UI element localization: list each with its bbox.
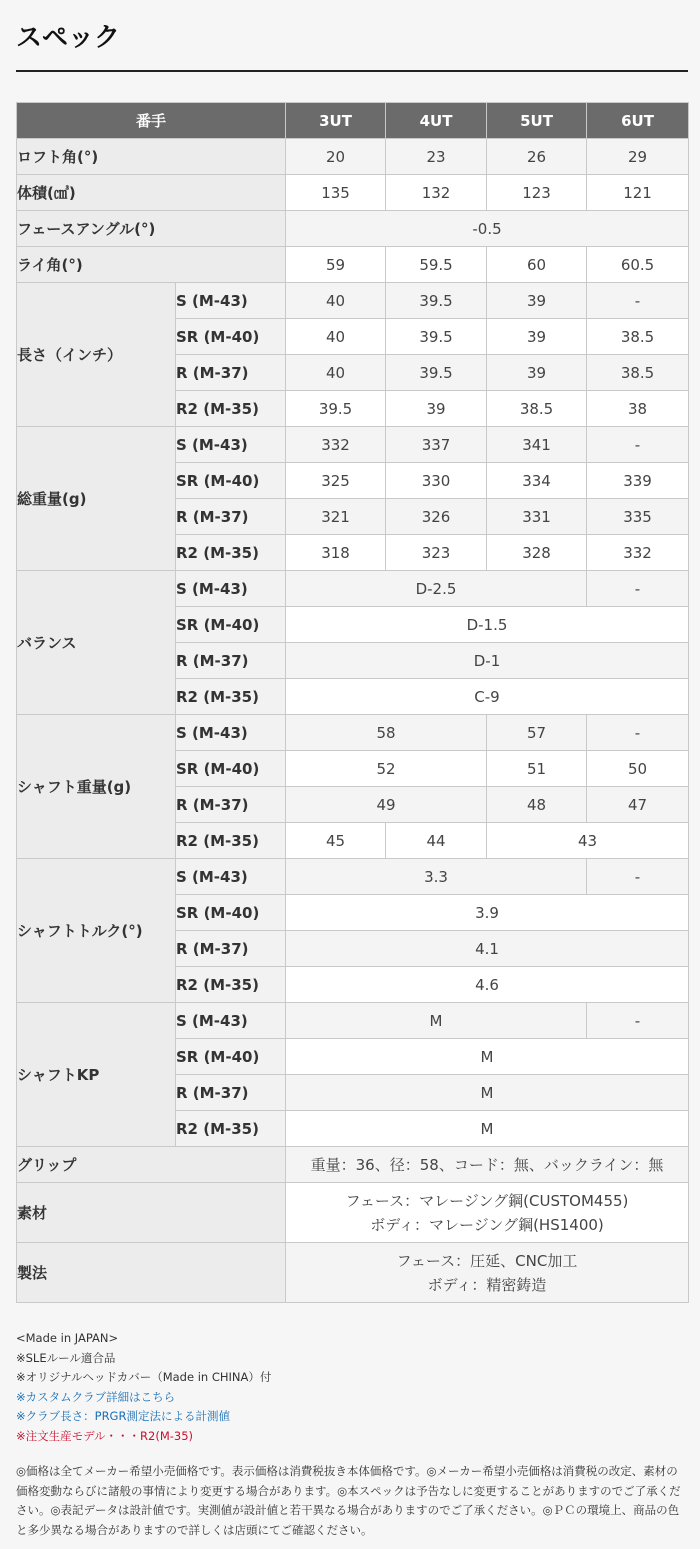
flex-label: S (M-43) (176, 571, 286, 607)
table-cell: 321 (286, 499, 386, 535)
note-sle: ※SLEルール適合品 (16, 1350, 116, 1365)
shaft-kp-label: シャフトKP (17, 1003, 176, 1147)
lie-label: ライ角(°) (17, 247, 286, 283)
flex-label: SR (M-40) (176, 607, 286, 643)
flex-label: SR (M-40) (176, 1039, 286, 1075)
flex-label: R2 (M-35) (176, 679, 286, 715)
table-cell: 39.5 (386, 319, 487, 355)
flex-label: S (M-43) (176, 283, 286, 319)
table-cell: 38 (587, 391, 689, 427)
table-cell: 325 (286, 463, 386, 499)
table-cell: 40 (286, 355, 386, 391)
table-cell: 43 (487, 823, 689, 859)
table-cell: 58 (286, 715, 487, 751)
table-cell: 318 (286, 535, 386, 571)
table-cell: 39.5 (386, 283, 487, 319)
note-made-in: <Made in JAPAN> (16, 1331, 119, 1345)
table-cell: 330 (386, 463, 487, 499)
header-club-number: 番手 (17, 103, 286, 139)
table-cell: 60.5 (587, 247, 689, 283)
flex-label: R (M-37) (176, 1075, 286, 1111)
manufacturing-body: ボディ：精密鋳造 (427, 1275, 547, 1294)
shaft-torque-label: シャフトトルク(°) (17, 859, 176, 1003)
table-cell: 326 (386, 499, 487, 535)
table-cell: 341 (487, 427, 587, 463)
table-row (17, 571, 689, 607)
manufacturing-face: フェース：圧延、CNC加工 (396, 1251, 578, 1270)
table-row (17, 427, 689, 463)
note-order-model: ※注文生産モデル・・・R2(M-35) (16, 1428, 194, 1443)
table-cell: D-1 (286, 643, 689, 679)
table-row (17, 1183, 689, 1243)
table-cell: 60 (487, 247, 587, 283)
flex-label: R (M-37) (176, 355, 286, 391)
table-cell: 39 (386, 391, 487, 427)
table-row (17, 139, 689, 175)
table-cell: 132 (386, 175, 487, 211)
flex-label: R (M-37) (176, 931, 286, 967)
table-cell: 48 (487, 787, 587, 823)
table-cell: 135 (286, 175, 386, 211)
face-angle-label: フェースアングル(°) (17, 211, 286, 247)
note-headcover: ※オリジナルヘッドカバー（Made in CHINA）付 (16, 1370, 272, 1384)
table-cell: 57 (487, 715, 587, 751)
table-cell: 26 (487, 139, 587, 175)
table-cell: 334 (487, 463, 587, 499)
table-row (17, 211, 689, 247)
header-6ut: 6UT (587, 103, 689, 139)
table-cell: 3.9 (286, 895, 689, 931)
flex-label: S (M-43) (176, 715, 286, 751)
table-row (17, 1003, 689, 1039)
notes (16, 1329, 688, 1446)
material-label: 素材 (17, 1183, 286, 1243)
table-cell: 123 (487, 175, 587, 211)
table-cell: 38.5 (487, 391, 587, 427)
table-cell: 39 (487, 355, 587, 391)
flex-label: S (M-43) (176, 859, 286, 895)
flex-label: R2 (M-35) (176, 823, 286, 859)
table-cell: 38.5 (587, 355, 689, 391)
flex-label: R2 (M-35) (176, 391, 286, 427)
table-cell: 331 (487, 499, 587, 535)
weight-label: 総重量(g) (17, 427, 176, 571)
table-cell: 39 (487, 283, 587, 319)
flex-label: S (M-43) (176, 427, 286, 463)
balance-label: バランス (17, 571, 176, 715)
table-cell: 4.6 (286, 967, 689, 1003)
table-cell: -0.5 (286, 211, 689, 247)
loft-label: ロフト角(°) (17, 139, 286, 175)
table-cell: - (587, 715, 689, 751)
table-cell: - (587, 571, 689, 607)
volume-label: 体積(㎤) (17, 175, 286, 211)
table-cell: 339 (587, 463, 689, 499)
table-cell: 39.5 (286, 391, 386, 427)
material-body: ボディ：マレージング鋼(HS1400) (370, 1215, 604, 1234)
table-cell: 323 (386, 535, 487, 571)
table-cell: 49 (286, 787, 487, 823)
header-3ut: 3UT (286, 103, 386, 139)
table-cell: 29 (587, 139, 689, 175)
table-cell: 44 (386, 823, 487, 859)
header-5ut: 5UT (487, 103, 587, 139)
flex-label: R2 (M-35) (176, 535, 286, 571)
table-cell: - (587, 859, 689, 895)
flex-label: S (M-43) (176, 1003, 286, 1039)
table-cell: 51 (487, 751, 587, 787)
flex-label: SR (M-40) (176, 751, 286, 787)
table-cell: 39 (487, 319, 587, 355)
flex-label: SR (M-40) (176, 895, 286, 931)
table-cell: 3.3 (286, 859, 587, 895)
table-cell: 332 (587, 535, 689, 571)
table-cell: 121 (587, 175, 689, 211)
table-cell: M (286, 1003, 587, 1039)
table-cell: C-9 (286, 679, 689, 715)
table-cell: 40 (286, 319, 386, 355)
table-row (17, 1147, 689, 1183)
table-cell: M (286, 1075, 689, 1111)
material-value (286, 1183, 689, 1243)
flex-label: R (M-37) (176, 787, 286, 823)
table-cell: 47 (587, 787, 689, 823)
material-face: フェース：マレージング鋼(CUSTOM455) (345, 1191, 629, 1210)
table-cell: 40 (286, 283, 386, 319)
flex-label: SR (M-40) (176, 463, 286, 499)
table-cell: 20 (286, 139, 386, 175)
table-cell: 332 (286, 427, 386, 463)
flex-label: R2 (M-35) (176, 1111, 286, 1147)
table-cell: 39.5 (386, 355, 487, 391)
table-cell: 38.5 (587, 319, 689, 355)
table-row (17, 1243, 689, 1303)
grip-label: グリップ (17, 1147, 286, 1183)
table-row (17, 859, 689, 895)
table-cell: D-2.5 (286, 571, 587, 607)
table-cell: 45 (286, 823, 386, 859)
flex-label: R (M-37) (176, 499, 286, 535)
table-row (17, 175, 689, 211)
table-cell: M (286, 1039, 689, 1075)
table-cell: 52 (286, 751, 487, 787)
table-cell: - (587, 283, 689, 319)
club-length-link[interactable]: ※クラブ長さ：PRGR測定法による計測値 (16, 1409, 230, 1423)
table-cell: 重量：36、径：58、コード：無、バックライン：無 (286, 1147, 689, 1183)
length-label: 長さ（インチ） (17, 283, 176, 427)
custom-club-link[interactable]: ※カスタムクラブ詳細はこちら (16, 1389, 176, 1404)
title-divider (16, 70, 688, 72)
table-row (17, 283, 689, 319)
table-cell: 59.5 (386, 247, 487, 283)
table-cell: 59 (286, 247, 386, 283)
spec-table (16, 102, 689, 1303)
table-cell: 4.1 (286, 931, 689, 967)
table-cell: 328 (487, 535, 587, 571)
table-cell: M (286, 1111, 689, 1147)
table-cell: 23 (386, 139, 487, 175)
table-cell: 335 (587, 499, 689, 535)
manufacturing-value (286, 1243, 689, 1303)
table-cell: 337 (386, 427, 487, 463)
page-title: スペック (16, 23, 121, 53)
table-header-row (17, 103, 689, 139)
flex-label: R2 (M-35) (176, 967, 286, 1003)
table-cell: - (587, 427, 689, 463)
manufacturing-label: 製法 (17, 1243, 286, 1303)
table-row (17, 715, 689, 751)
shaft-weight-label: シャフト重量(g) (17, 715, 176, 859)
table-cell: - (587, 1003, 689, 1039)
table-cell: D-1.5 (286, 607, 689, 643)
table-row (17, 247, 689, 283)
flex-label: SR (M-40) (176, 319, 286, 355)
header-4ut: 4UT (386, 103, 487, 139)
table-cell: 50 (587, 751, 689, 787)
footer-disclaimer: ◎価格は全てメーカー希望小売価格です。表示価格は消費税抜き本体価格です。◎メーカー希望小売価格は消費税の改定、素材の価格変動ならびに諸般の事情により変更する場合があります。◎本スペックは予告なしに変更することがありますのでご了承ください。◎表記データは設計値です。実測値が設計値と若干異なる場合がありますのでご了承ください。◎ＰＣの環境上、商品の色と多少異なる場合がありますので詳しくは店頭にてご確認ください。 (16, 1464, 681, 1537)
flex-label: R (M-37) (176, 643, 286, 679)
